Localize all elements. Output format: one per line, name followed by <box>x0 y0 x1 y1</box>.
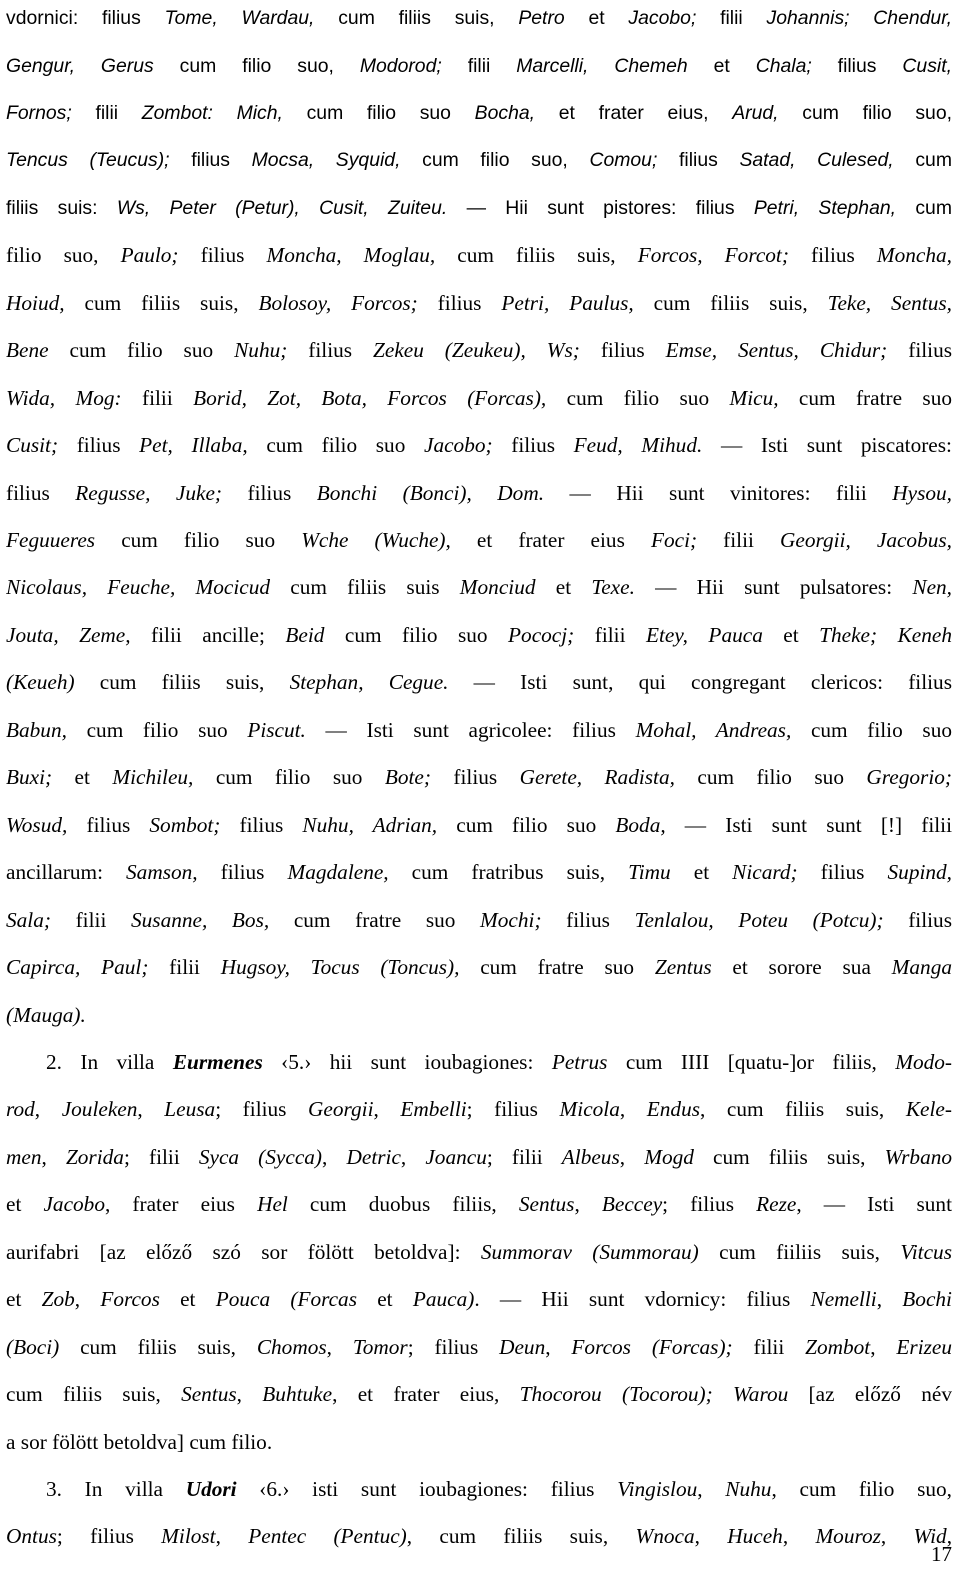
text-line: Gengur, Gerus cum filio suo, Modorod; filii Marcelli, Chemeh et Chala; filius Cusit, <box>6 54 952 77</box>
text-line: cum filiis suis, Sentus, Buhtuke, et frater eius, Thocorou (Tocorou); Warou [az előző név <box>6 1382 952 1407</box>
text-line: Tencus (Teucus); filius Mocsa, Syquid, cum filio suo, Comou; filius Satad, Culesed, cum <box>6 149 952 172</box>
text-line: ancillarum: Samson, filius Magdalene, cum fratribus suis, Timu et Nicard; filius Supind, <box>6 860 952 885</box>
text-line: Sala; filii Susanne, Bos, cum fratre suo Mochi; filius Tenlalou, Poteu (Potcu); filius <box>6 907 952 932</box>
text-line: et Jacobo, frater eius Hel cum duobus filiis, Sentus, Beccey; filius Reze, — Isti sunt <box>6 1192 952 1217</box>
page-number: 17 <box>931 1542 952 1566</box>
text-line: Cusit; filius Pet, Illaba, cum filio suo Jacobo; filius Feud, Mihud. — Isti sunt piscatores: <box>6 433 952 458</box>
text-line: Bene cum filio suo Nuhu; filius Zekeu (Zeukeu), Ws; filius Emse, Sentus, Chidur; filius <box>6 338 952 363</box>
text-line: (Keueh) cum filiis suis, Stephan, Cegue. — Isti sunt, qui congregant clericos: filius <box>6 670 952 695</box>
text-line: aurifabri [az előző szó sor fölött betoldva]: Summorav (Summorau) cum fiiliis suis, Vitcus <box>6 1239 952 1264</box>
text-line: filius Regusse, Juke; filius Bonchi (Bonci), Dom. — Hii sunt vinitores: filii Hysou, <box>6 480 952 505</box>
text-line: et Zob, Forcos et Pouca (Forcas et Pauca). — Hii sunt vdornicy: filius Nemelli, Bochi <box>6 1287 952 1312</box>
text-line: Buxi; et Michileu, cum filio suo Bote; filius Gerete, Radista, cum filio suo Gregorio; <box>6 765 952 790</box>
text-line: Hoiud, cum filiis suis, Bolosoy, Forcos; filius Petri, Paulus, cum filiis suis, Teke, Sentus, <box>6 290 952 315</box>
text-line: filiis suis: Ws, Peter (Petur), Cusit, Zuiteu. — Hii sunt pistores: filius Petri, Stephan, cum <box>6 196 952 219</box>
text-line: Babun, cum filio suo Piscut. — Isti sunt agricolee: filius Mohal, Andreas, cum filio suo <box>6 717 952 742</box>
text-line: Wosud, filius Sombot; filius Nuhu, Adrian, cum filio suo Boda, — Isti sunt sunt [!] filii <box>6 812 952 837</box>
text-line: 2. In villa Eurmenes ‹5.› hii sunt ioubagiones: Petrus cum IIII [quatu-]or filiis, Modo- <box>46 1049 952 1074</box>
text-line: Jouta, Zeme, filii ancille; Beid cum filio suo Pococj; filii Etey, Pauca et Theke; Keneh <box>6 622 952 647</box>
text-line: men, Zorida; filii Syca (Sycca), Detric, Joancu; filii Albeus, Mogd cum filiis suis, Wrbano <box>6 1144 952 1169</box>
text-line: Capirca, Paul; filii Hugsoy, Tocus (Toncus), cum fratre suo Zentus et sorore sua Manga <box>6 955 952 979</box>
text-line: vdornici: filius Tome, Wardau, cum filiis suis, Petro et Jacobo; filii Johannis; Chendur, <box>6 7 952 29</box>
text-line: (Boci) cum filiis suis, Chomos, Tomor; filius Deun, Forcos (Forcas); filii Zombot, Erizeu <box>6 1334 952 1359</box>
text-line: Nicolaus, Feuche, Mocicud cum filiis suis Monciud et Texe. — Hii sunt pulsatores: Nen, <box>6 575 952 600</box>
text-line: Feguueres cum filio suo Wche (Wuche), et frater eius Foci; filii Georgii, Jacobus, <box>6 528 952 552</box>
text-line: 3. In villa Udori ‹6.› isti sunt ioubagiones: filius Vingislou, Nuhu, cum filio suo, <box>46 1477 952 1501</box>
text-line: (Mauga). <box>6 1002 86 1027</box>
text-line: rod, Jouleken, Leusa; filius Georgii, Embelli; filius Micola, Endus, cum filiis suis, Kele- <box>6 1097 952 1122</box>
text-line: Wida, Mog: filii Borid, Zot, Bota, Forcos (Forcas), cum filio suo Micu, cum fratre suo <box>6 385 952 410</box>
text-line: Fornos; filii Zombot: Mich, cum filio suo Bocha, et frater eius, Arud, cum filio suo, <box>6 101 952 124</box>
text-line: a sor fölött betoldva] cum filio. <box>6 1429 273 1454</box>
text-line: filio suo, Paulo; filius Moncha, Moglau, cum filiis suis, Forcos, Forcot; filius Moncha, <box>6 243 952 268</box>
text-line: Ontus; filius Milost, Pentec (Pentuc), cum filiis suis, Wnoca, Huceh, Mouroz, Wid, <box>6 1524 952 1549</box>
